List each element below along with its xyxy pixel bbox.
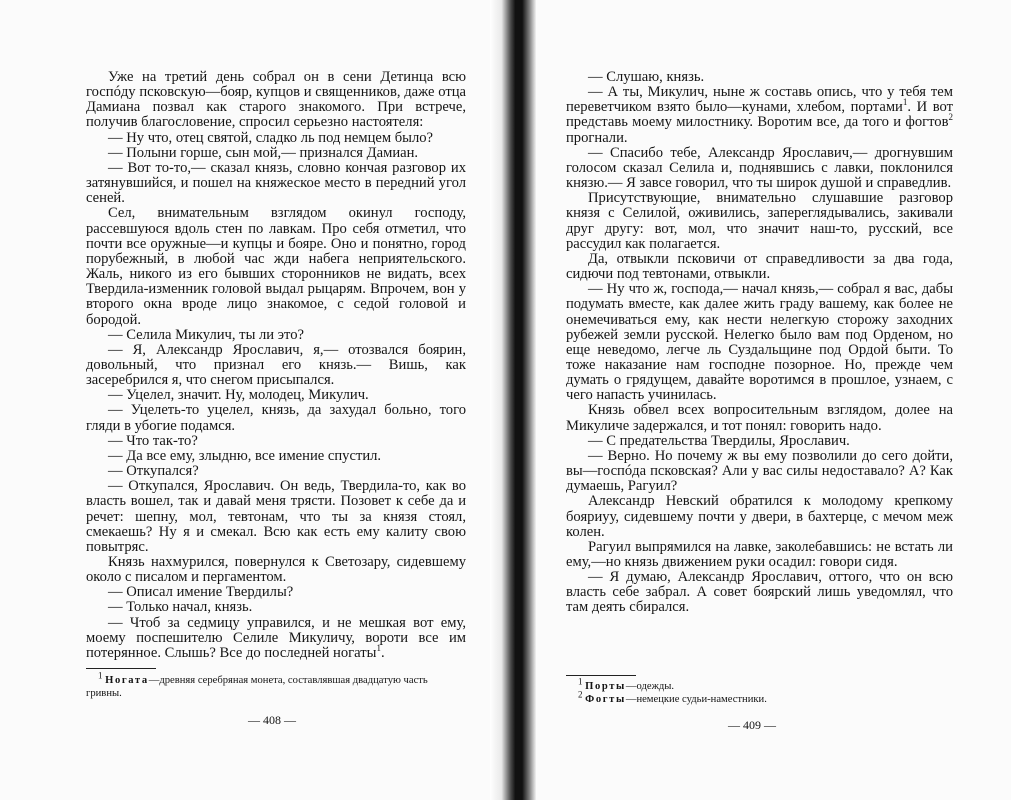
paragraph: Присутствующие, внимательно слушавшие разговор князя с Селилой, оживились, запереглядывались, закивали друг другу: вот, мол, что значит наш-то, русский, все рассудил как полагается. <box>566 190 953 252</box>
footnote-number: 1 <box>98 670 103 681</box>
footnote-rule <box>86 668 156 669</box>
footnote <box>86 670 466 700</box>
paragraph-text: прогнали. <box>566 129 628 146</box>
footnote-number: 2 <box>578 688 583 699</box>
paragraph: Князь обвел всех вопросительным взглядом, долее на Микуличе задержался, и тот понял: говорить надо. <box>566 402 953 434</box>
footnote <box>566 688 953 707</box>
paragraph: Да, отвыкли псковичи от справедливости за два года, сидючи под тевтонами, отвыкли. <box>566 250 953 283</box>
paragraph-with-footnote: — Чтоб за седмицу управился, и не мешкая вот ему, моему поспешителю Селиле Микуличу, вороти все им потерянное. Слышь? Все до последней ногаты$^1$. <box>86 614 466 661</box>
footnotes <box>86 670 466 700</box>
paragraph: Князь нахмурился, повернулся к Светозару, сидевшему около с писалом и пергаментом. <box>86 554 466 586</box>
paragraph: Уже на третий день собрал он в сени Детинца всю госпóду псковскую—бояр, купцов и священников, даже отца Дамиана позвал как старого знакомого. При встрече, получив благословение, спросил серьезно настоятеля: <box>86 69 466 131</box>
paragraph-with-footnotes <box>566 85 953 146</box>
footnote-marker: 1 <box>902 97 908 108</box>
paragraph: — Полыни горше, сын мой,— признался Дамиан. <box>108 144 419 161</box>
paragraph: — Селила Микулич, ты ли это? <box>108 326 304 343</box>
paragraph: — Только начал, князь. <box>108 599 253 616</box>
paragraph-text: — А ты, Микулич, ныне ж составь опись, что у тебя тем переветчиком взято было—кунами, хлебом, портами <box>566 84 953 116</box>
left-page-text <box>86 70 466 661</box>
paragraph: Сел, внимательным взглядом окинул господу, рассевшуюся вдоль стен по лавкам. Про себя отметил, что почти все оружные—и купцы и бояре. Оно и понятно, город порубежный, в любой час жди набега неприятельского. Жаль, никого из его бывших сторонников не видать, всех Твердила-изменник головой выдал рыцарям. Впрочем, вон у второго окна вроде лицо знакомое, с седой головой и бородой. <box>86 205 466 328</box>
paragraph: — Уцелеть-то уцелел, князь, да захудал больно, того гляди в убогие подамся. <box>86 402 466 434</box>
paragraph: — С предательства Твердилы, Ярославич. <box>588 432 850 449</box>
footnote-term: Фогты <box>585 693 626 705</box>
paragraph-text: — Чтоб за седмицу управился, и не мешкая вот ему, моему поспешителю Селиле Микуличу, вороти все им потерянное. Слышь? Все до последней ногаты <box>86 614 466 661</box>
paragraph: — Я, Александр Ярославич, я,— отозвался боярин, довольный, что признал его князь.— Вишь, как засеребрился я, что снегом присыпался. <box>86 341 466 389</box>
paragraph-text: . И вот представь моему милостнику. Воротим все, да того и фогтов <box>566 99 953 131</box>
footnotes <box>566 676 953 706</box>
right-page <box>506 0 1011 800</box>
paragraph: — Я думаю, Александр Ярославич, оттого, что он всю власть себе забрал. А совет боярский лишь уведомлял, что там деять сбирался. <box>566 569 953 616</box>
paragraph: — Откупался? <box>108 463 199 480</box>
footnote-term: Порты <box>585 681 626 692</box>
paragraph: — Откупался, Ярославич. Он ведь, Твердила-то, как во власть вошел, так и давай меня трясти. Позовет к себе да и речет: шепну, мол, тевтонам, что ты за князя стоял, смекаешь? Ну я и смекал. Всю как есть ему калиту свою повытряс. <box>86 478 466 555</box>
footnote-number: 1 <box>578 676 583 687</box>
paragraph: — Слушаю, князь. <box>588 69 705 85</box>
paragraph: — Ну что ж, господа,— начал князь,— собрал я вас, дабы подумать вместе, как далее жить граду вашему, как более не онемечиваться ему, как нести нелегкую сторожу заходних рубежей земли русской. Нелегко было вам под Орденом, но еще неведомо, легче ль Суздальщине под Ордой быти. То тоже наказание нам господне позорное. Но, прежде чем думать о грядущем, давайте воротимся в прошлое, узнаем, с чего напасть учинилась. <box>566 281 953 404</box>
footnote-text: —древняя серебряная монета, составлявшая двадцатую часть гривны. <box>86 675 428 699</box>
footnote-term: Ногата <box>105 675 149 686</box>
paragraph: Рагуил выпрямился на лавке, заколебавшись: не встать ли ему,—но князь движением руки осадил: говори сидя. <box>566 538 953 570</box>
paragraph: — Верно. Но почему ж вы ему позволили до сего дойти, вы—госпóда псковская? Али у вас силы недоставало? А? Как думаешь, Рагуил? <box>566 447 953 495</box>
paragraph: — Уцелел, значит. Ну, молодец, Микулич. <box>108 387 369 404</box>
footnote-marker: 1 <box>376 643 381 654</box>
footnote-text: —одежды. <box>625 681 675 692</box>
paragraph: — Вот то-то,— сказал князь, словно кончая разговор их затянувшийся, и пошел на княжеское место в передний угол сеней. <box>86 159 466 207</box>
paragraph: — Спасибо тебе, Александр Ярославич,— дрогнувшим голосом сказал Селила и, поднявшись с лавки, поклонился князю.— Я завсе говорил, что ты широк душой и справедлив. <box>566 144 953 192</box>
footnote-marker: 2 <box>948 112 953 123</box>
page-number: — 408 — <box>248 713 296 727</box>
paragraph: — Описал имение Твердилы? <box>108 584 294 601</box>
book-spine-shadow <box>490 0 536 800</box>
paragraph: — Что так-то? <box>108 432 198 449</box>
page-number: — 409 — <box>728 718 776 732</box>
footnote-text: —немецкие судьи-наместники. <box>625 693 767 705</box>
paragraph: Александр Невский обратился к молодому крепкому бояриyу, сидевшему почти у двери, в бахтерце, с мечом меж колен. <box>566 493 953 540</box>
paragraph: — Да все ему, злыдню, все имение спустил. <box>108 447 382 464</box>
paragraph: — Ну что, отец святой, сладко ль под немцем было? <box>108 129 434 146</box>
right-page-text <box>566 70 953 616</box>
footnote <box>566 676 953 694</box>
footnote-rule <box>566 675 636 676</box>
